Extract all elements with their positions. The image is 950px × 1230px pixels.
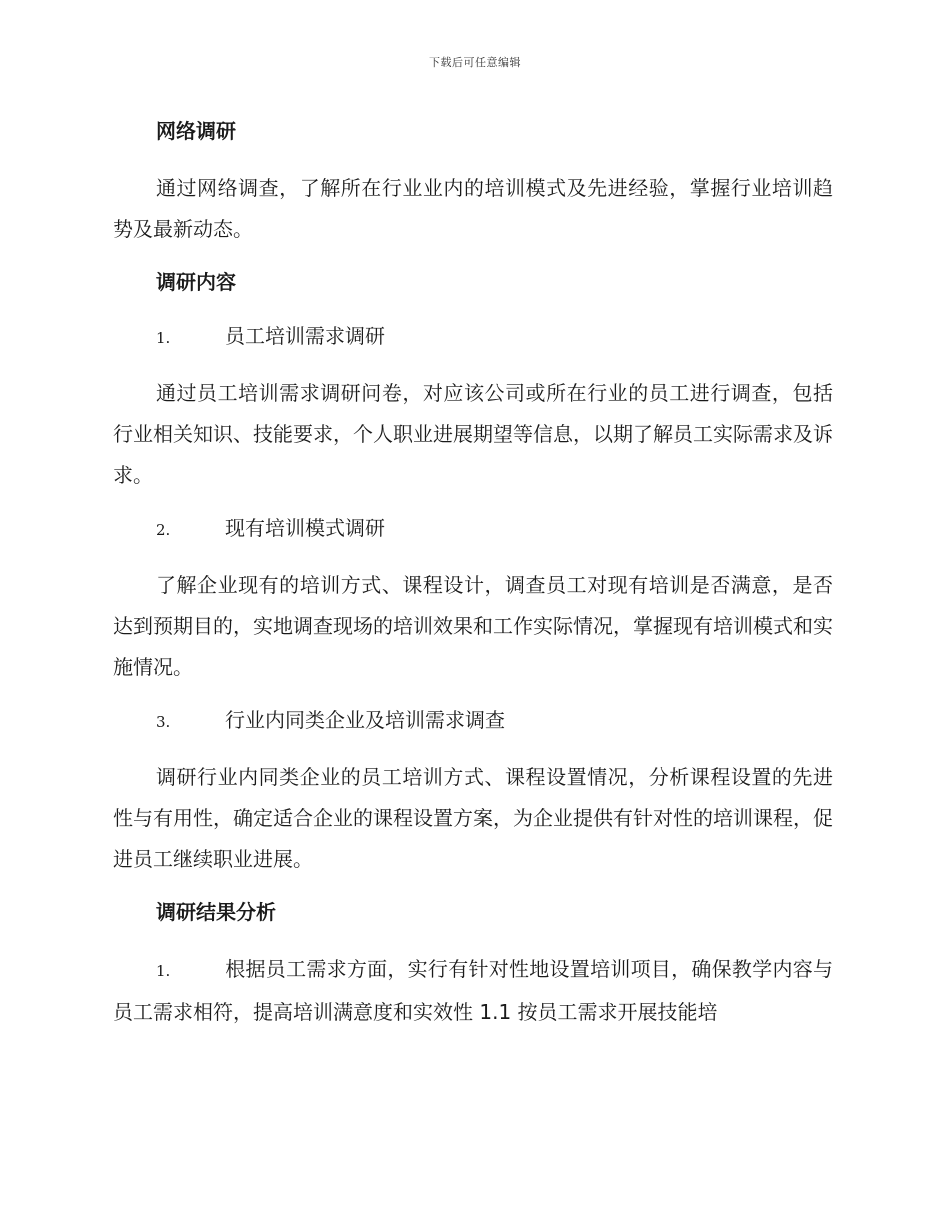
list-item-results-1 bbox=[113, 949, 833, 1033]
list-item-industry-peers bbox=[156, 703, 833, 739]
page-header: 下载后可任意编辑 bbox=[429, 56, 521, 69]
list-item-title: 员工培训需求调研 bbox=[225, 324, 385, 348]
list-item-number: 1. bbox=[156, 962, 171, 980]
paragraph-network-research: 通过网络调查，了解所在行业业内的培训模式及先进经验，掌握行业培训趋势及最新动态。 bbox=[113, 176, 833, 241]
section-heading-network-research: 网络调研 bbox=[156, 119, 236, 143]
list-item-title: 现有培训模式调研 bbox=[225, 516, 385, 540]
paragraph-employee-needs: 通过员工培训需求调研问卷，对应该公司或所在行业的员工进行调查，包括行业相关知识、技能要求，个人职业进展期望等信息，以期了解员工实际需求及诉求。 bbox=[113, 381, 833, 487]
section-heading-research-content: 调研内容 bbox=[156, 270, 236, 294]
list-item-number: 2. bbox=[156, 521, 171, 539]
list-item-text: 根据员工需求方面，实行有针对性地设置培训项目，确保教学内容与员工需求相符，提高培训满意度和实效性 1.1 按员工需求开展技能培 bbox=[113, 957, 833, 1024]
list-item-employee-needs bbox=[156, 319, 833, 355]
paragraph-current-training: 了解企业现有的培训方式、课程设计，调查员工对现有培训是否满意，是否达到预期目的，实地调查现场的培训效果和工作实际情况，掌握现有培训模式和实施情况。 bbox=[113, 573, 833, 679]
list-item-current-training bbox=[156, 511, 833, 547]
list-item-number: 3. bbox=[156, 713, 171, 731]
paragraph-industry-peers: 调研行业内同类企业的员工培训方式、课程设置情况，分析课程设置的先进性与有用性，确定适合企业的课程设置方案，为企业提供有针对性的培训课程，促进员工继续职业进展。 bbox=[113, 765, 833, 871]
document-body bbox=[113, 110, 833, 1033]
list-item-number: 1. bbox=[156, 329, 171, 347]
list-item-title: 行业内同类企业及培训需求调查 bbox=[225, 708, 505, 732]
section-heading-results-analysis: 调研结果分析 bbox=[156, 900, 276, 924]
